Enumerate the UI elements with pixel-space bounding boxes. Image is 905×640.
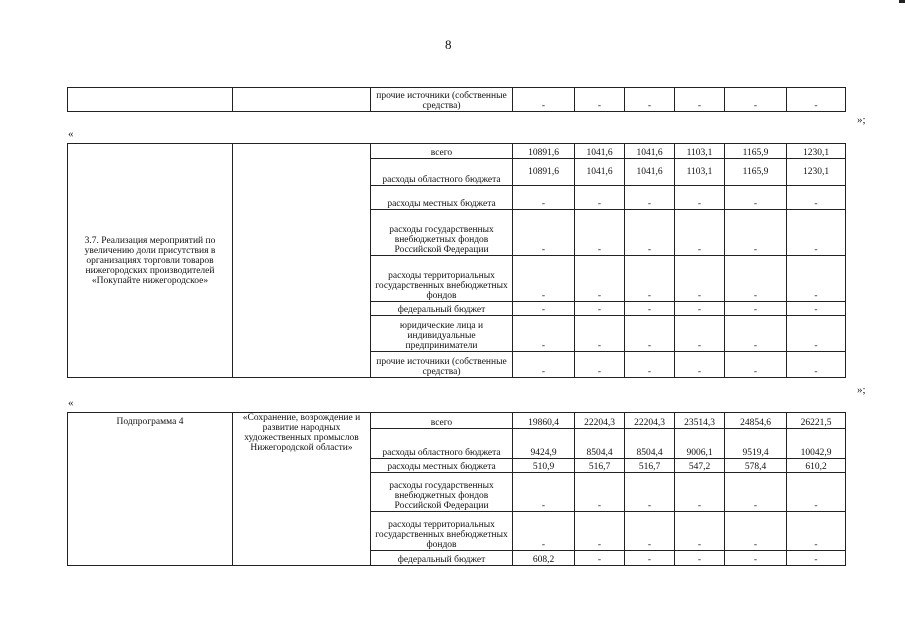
value-cell: - (575, 186, 625, 210)
funding-source-cell: прочие источники (собственные средства) (371, 352, 513, 378)
value-cell: 1165,9 (725, 159, 787, 186)
value-cell: 22204,3 (625, 413, 675, 429)
value-cell: - (675, 512, 725, 551)
program-goal-cell: «Сохранение, возрождение и развитие народных художественных промыслов Нижегородской области» (233, 413, 371, 566)
funding-source-cell: расходы местных бюджета (371, 459, 513, 473)
value-cell: - (787, 256, 846, 302)
value-cell: - (625, 302, 675, 316)
value-cell: - (625, 88, 675, 112)
value-cell: - (787, 88, 846, 112)
value-cell: - (787, 210, 846, 256)
value-cell: 1230,1 (787, 144, 846, 159)
value-cell: 19860,4 (513, 413, 575, 429)
funding-source-cell: прочие источники (собственные средства) (371, 88, 513, 112)
value-cell: 24854,6 (725, 413, 787, 429)
value-cell: 608,2 (513, 551, 575, 566)
value-cell: - (575, 352, 625, 378)
value-cell: 516,7 (625, 459, 675, 473)
value-cell: 510,9 (513, 459, 575, 473)
open-quote: « (68, 397, 74, 409)
value-cell: 1165,9 (725, 144, 787, 159)
value-cell: - (675, 210, 725, 256)
close-quote: »; (857, 114, 866, 126)
value-cell: - (625, 186, 675, 210)
value-cell: - (625, 473, 675, 512)
value-cell: - (625, 256, 675, 302)
value-cell: 9519,4 (725, 429, 787, 459)
table-row (68, 413, 846, 429)
value-cell: - (787, 473, 846, 512)
value-cell: - (725, 210, 787, 256)
value-cell: - (513, 473, 575, 512)
budget-table-continuation (67, 87, 846, 112)
value-cell: 26221,5 (787, 413, 846, 429)
value-cell: - (575, 316, 625, 352)
funding-source-cell: расходы территориальных государственных внебюджетных фондов (371, 256, 513, 302)
value-cell: - (787, 302, 846, 316)
value-cell: - (725, 316, 787, 352)
value-cell: - (725, 473, 787, 512)
value-cell: - (575, 88, 625, 112)
value-cell: - (675, 551, 725, 566)
value-cell: - (575, 256, 625, 302)
budget-table-subprogram-4 (67, 412, 846, 566)
funding-source-cell: расходы областного бюджета (371, 429, 513, 459)
program-goal-cell (233, 88, 371, 112)
funding-source-cell: всего (371, 413, 513, 429)
value-cell: 1103,1 (675, 144, 725, 159)
close-quote: »; (857, 384, 866, 396)
value-cell: - (787, 186, 846, 210)
value-cell: 1041,6 (625, 159, 675, 186)
value-cell: - (725, 186, 787, 210)
value-cell: - (625, 316, 675, 352)
funding-source-cell: расходы местных бюджета (371, 186, 513, 210)
value-cell: - (513, 256, 575, 302)
value-cell: - (725, 88, 787, 112)
value-cell: - (725, 352, 787, 378)
program-name-cell (68, 88, 233, 112)
value-cell: - (787, 352, 846, 378)
table-row (68, 144, 846, 159)
funding-source-cell: расходы государственных внебюджетных фондов Российской Федерации (371, 210, 513, 256)
value-cell: 8504,4 (625, 429, 675, 459)
value-cell: - (725, 512, 787, 551)
value-cell: - (675, 256, 725, 302)
value-cell: - (513, 352, 575, 378)
value-cell: 1041,6 (625, 144, 675, 159)
value-cell: 1041,6 (575, 159, 625, 186)
value-cell: 10042,9 (787, 429, 846, 459)
table-row (68, 88, 846, 112)
value-cell: 578,4 (725, 459, 787, 473)
value-cell: 610,2 (787, 459, 846, 473)
value-cell: - (513, 302, 575, 316)
value-cell: - (787, 512, 846, 551)
value-cell: - (675, 473, 725, 512)
value-cell: - (513, 316, 575, 352)
value-cell: - (625, 551, 675, 566)
funding-source-cell: расходы территориальных государственных внебюджетных фондов (371, 512, 513, 551)
value-cell: 10891,6 (513, 159, 575, 186)
value-cell: 23514,3 (675, 413, 725, 429)
value-cell: - (725, 256, 787, 302)
value-cell: - (625, 210, 675, 256)
value-cell: 1103,1 (675, 159, 725, 186)
value-cell: - (575, 473, 625, 512)
value-cell: - (725, 302, 787, 316)
value-cell: 1041,6 (575, 144, 625, 159)
value-cell: - (513, 512, 575, 551)
value-cell: 516,7 (575, 459, 625, 473)
program-name-cell: Подпрограмма 4 (68, 413, 233, 566)
value-cell: - (675, 186, 725, 210)
value-cell: - (575, 512, 625, 551)
value-cell: - (575, 302, 625, 316)
funding-source-cell: расходы областного бюджета (371, 159, 513, 186)
value-cell: - (725, 551, 787, 566)
value-cell: - (675, 88, 725, 112)
value-cell: 547,2 (675, 459, 725, 473)
page-number: 8 (445, 37, 452, 52)
value-cell: - (575, 210, 625, 256)
funding-source-cell: расходы государственных внебюджетных фондов Российской Федерации (371, 473, 513, 512)
value-cell: - (675, 352, 725, 378)
scan-corner-mark (899, 0, 905, 3)
value-cell: - (675, 302, 725, 316)
value-cell: 22204,3 (575, 413, 625, 429)
funding-source-cell: всего (371, 144, 513, 159)
value-cell: 1230,1 (787, 159, 846, 186)
value-cell: - (625, 512, 675, 551)
value-cell: - (625, 352, 675, 378)
value-cell: - (787, 316, 846, 352)
program-goal-cell (233, 144, 371, 378)
funding-source-cell: юридические лица и индивидуальные предприниматели (371, 316, 513, 352)
open-quote: « (68, 128, 74, 140)
value-cell: - (513, 186, 575, 210)
value-cell: - (787, 551, 846, 566)
value-cell: - (575, 551, 625, 566)
value-cell: 9424,9 (513, 429, 575, 459)
program-name-cell: 3.7. Реализация мероприятий по увеличению доли присутствия в организациях торговли товаров нижегородских производителей «Покупайте нижегородское» (68, 144, 233, 378)
value-cell: 8504,4 (575, 429, 625, 459)
funding-source-cell: федеральный бюджет (371, 551, 513, 566)
value-cell: - (675, 316, 725, 352)
budget-table-item-3-7 (67, 143, 846, 378)
value-cell: 9006,1 (675, 429, 725, 459)
value-cell: - (513, 210, 575, 256)
value-cell: - (513, 88, 575, 112)
value-cell: 10891,6 (513, 144, 575, 159)
funding-source-cell: федеральный бюджет (371, 302, 513, 316)
